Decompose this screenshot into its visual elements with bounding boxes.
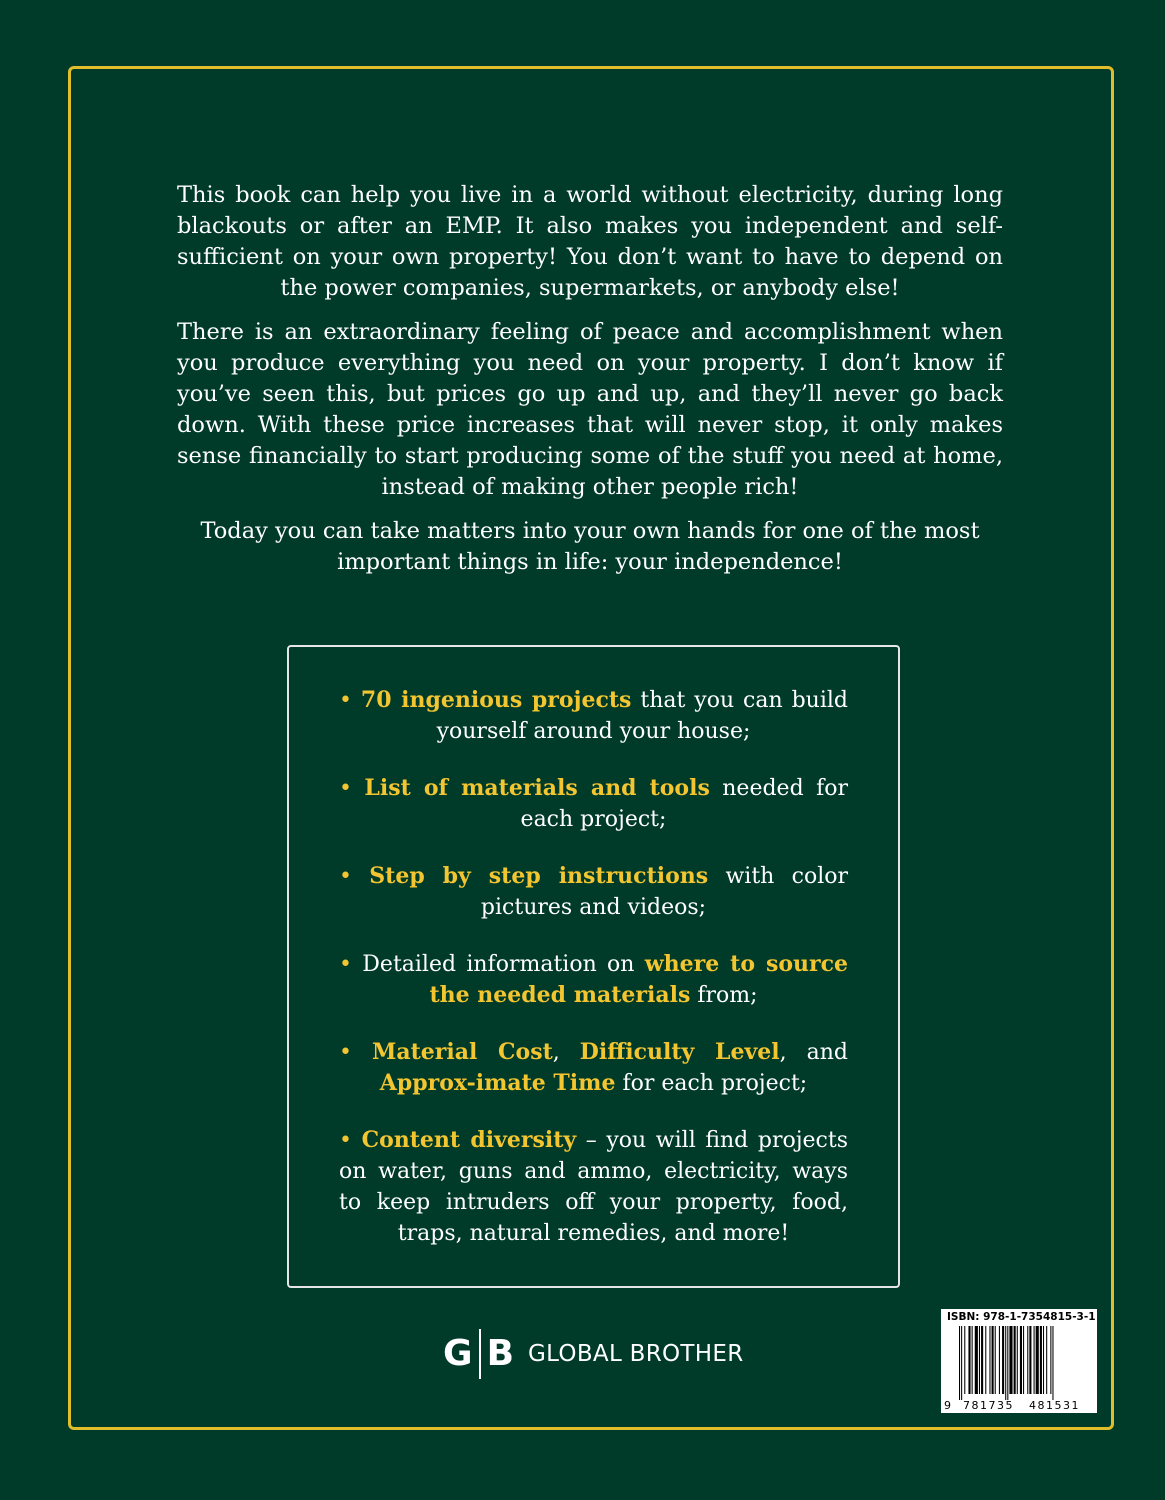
feature-text: with color pictures and videos; bbox=[480, 864, 848, 920]
intro-paragraph-2: There is an extraordinary feeling of peace and accomplishment when you produce everything you need on your property. I don’t know if you’ve seen this, but prices go up and up, and they’ll never go back down. With these price increases that will never stop, it only makes sense financially to start producing some of the stuff you need at home, instead of making other people rich! bbox=[177, 319, 1003, 500]
barcode-bar bbox=[1034, 1326, 1035, 1394]
logo-divider bbox=[479, 1329, 481, 1379]
feature-item-materials bbox=[339, 773, 848, 835]
barcode-bar bbox=[1050, 1326, 1051, 1394]
barcode-bar bbox=[1043, 1326, 1044, 1394]
publisher-logo bbox=[443, 1328, 744, 1380]
barcode-bar bbox=[981, 1326, 983, 1394]
barcode-bar bbox=[995, 1326, 996, 1394]
barcode-bar bbox=[1029, 1326, 1031, 1394]
barcode-bar bbox=[1005, 1326, 1006, 1400]
feature-item-projects bbox=[339, 685, 848, 747]
bullet-icon: • bbox=[339, 864, 352, 889]
feature-item-sourcing bbox=[339, 949, 848, 1011]
feature-text: – you will find projects on water, guns and ammo, electricity, ways to keep intruders off your property, food, traps, natural remedies, and more! bbox=[339, 1128, 848, 1246]
barcode-digits-left: 781735 bbox=[963, 1399, 1014, 1412]
barcode-bar bbox=[972, 1326, 973, 1394]
barcode-bar bbox=[1040, 1326, 1042, 1394]
logo-letter-g: G bbox=[443, 1333, 473, 1374]
feature-highlight: Difficulty Level bbox=[579, 1039, 780, 1065]
feature-text: that you can build yourself around your house; bbox=[436, 688, 849, 744]
bullet-icon: • bbox=[339, 1128, 352, 1153]
barcode-bar bbox=[1052, 1326, 1053, 1400]
barcode-bar bbox=[979, 1326, 980, 1394]
bullet-icon: • bbox=[339, 688, 352, 713]
bullet-icon: • bbox=[339, 952, 352, 977]
feature-text: , bbox=[552, 1040, 580, 1065]
barcode-bar bbox=[1020, 1326, 1022, 1394]
feature-item-diversity bbox=[339, 1125, 848, 1249]
feature-text: for each project; bbox=[615, 1071, 808, 1096]
feature-text: Detailed information on bbox=[362, 952, 645, 977]
feature-item-cost bbox=[339, 1037, 848, 1099]
feature-highlight: List of materials and tools bbox=[364, 775, 710, 801]
barcode-bar bbox=[1007, 1326, 1008, 1400]
feature-item-instructions bbox=[339, 861, 848, 923]
features-box bbox=[287, 645, 900, 1288]
feature-highlight: 70 ingenious projects bbox=[360, 687, 632, 713]
barcode-bar bbox=[1014, 1326, 1016, 1394]
barcode-bar bbox=[1046, 1326, 1047, 1394]
barcode-digit-first: 9 bbox=[944, 1399, 951, 1412]
barcode-bar bbox=[1036, 1326, 1039, 1394]
barcode-bar bbox=[961, 1326, 962, 1400]
feature-highlight: where to source the needed materials bbox=[429, 951, 849, 1008]
intro-paragraph-1: This book can help you live in a world without electricity, during long blackouts or after an EMP. It also makes you independent and self-sufficient on your own property! You don’t want to have to depend on the power companies, supermarkets, or anybody else! bbox=[177, 182, 1003, 301]
feature-highlight: Approx-imate Time bbox=[379, 1070, 616, 1096]
barcode-bar bbox=[1017, 1326, 1018, 1394]
feature-text: , and bbox=[779, 1040, 849, 1065]
barcode-bar bbox=[1002, 1326, 1004, 1394]
logo-letter-b: B bbox=[486, 1333, 515, 1374]
barcode-bar bbox=[1009, 1326, 1012, 1394]
barcode-bar bbox=[985, 1326, 986, 1394]
barcode-bar bbox=[959, 1326, 960, 1400]
intro-text bbox=[177, 180, 1003, 591]
barcode-icon bbox=[945, 1326, 1093, 1400]
barcode-bar bbox=[1027, 1326, 1028, 1394]
barcode-bar bbox=[989, 1326, 990, 1394]
intro-paragraph-3: Today you can take matters into your own hands for one of the most important things in life: your independence! bbox=[200, 518, 980, 575]
bullet-icon: • bbox=[339, 776, 352, 801]
bullet-icon: • bbox=[339, 1040, 352, 1065]
barcode-bar bbox=[964, 1326, 965, 1394]
barcode-digits-right: 481531 bbox=[1029, 1399, 1080, 1412]
isbn-label: ISBN: 978-1-7354815-3-1 bbox=[947, 1311, 1096, 1323]
barcode-bar bbox=[975, 1326, 978, 1394]
barcode-bar bbox=[1023, 1326, 1024, 1394]
barcode-bar bbox=[999, 1326, 1000, 1394]
feature-highlight: Material Cost bbox=[372, 1039, 553, 1065]
feature-text: needed for each project; bbox=[520, 776, 848, 832]
isbn-barcode bbox=[941, 1309, 1097, 1413]
feature-highlight: Step by step instructions bbox=[369, 863, 709, 889]
publisher-name: GLOBAL BROTHER bbox=[528, 1341, 744, 1367]
barcode-bar bbox=[968, 1326, 970, 1394]
feature-text: from; bbox=[690, 983, 758, 1008]
barcode-bar bbox=[992, 1326, 994, 1394]
feature-highlight: Content diversity bbox=[361, 1127, 577, 1153]
